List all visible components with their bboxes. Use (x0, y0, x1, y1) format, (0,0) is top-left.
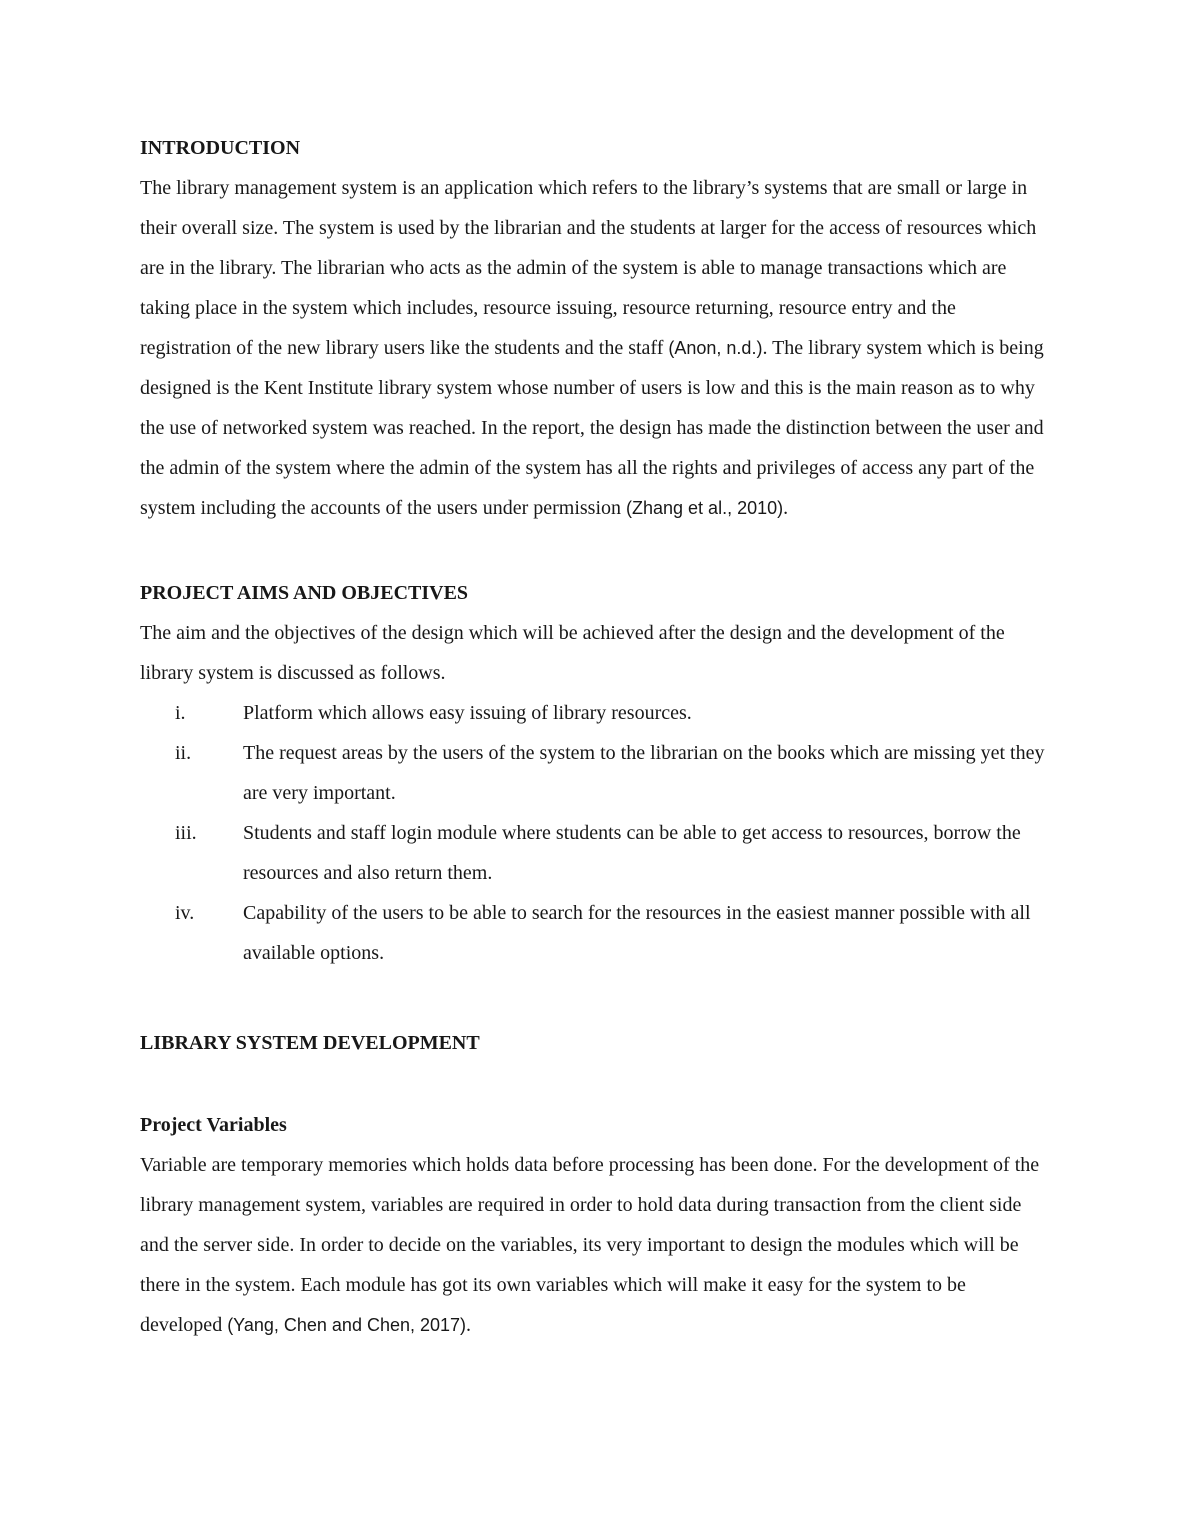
aims-lead-paragraph: The aim and the objectives of the design which will be achieved after the design and the development of the library system is discussed as follows. (140, 622, 1005, 684)
citation: (Anon, n.d.) (668, 338, 763, 358)
introduction-paragraph (140, 168, 1050, 528)
text-run: The library management system is an application which refers to the library’s systems that are small or large in their overall size. The system is used by the librarian and the students at larger for the access of resources which are in the library. The librarian who acts as the admin of the system is able to manage transactions which are taking place in the system which includes, resource issuing, resource returning, resource entry and the registration of the new library users like the students and the staff (140, 177, 1037, 359)
citation: (Zhang et al., 2010) (626, 498, 784, 518)
section-heading-introduction: INTRODUCTION (140, 137, 301, 159)
subheading-project-variables: Project Variables (140, 1114, 287, 1136)
text-run: . (466, 1314, 472, 1336)
list-item-text: The request areas by the users of the system to the librarian on the books which are missing yet they are very important. (243, 742, 1045, 804)
objectives-list (140, 693, 1050, 973)
text-run: Variable are temporary memories which holds data before processing has been done. For the development of the library management system, variables are required in order to hold data during transaction from the client side and the server side. In order to decide on the variables, its very important to design the modules which will be there in the system. Each module has got its own variables which will make it easy for the system to be developed (140, 1154, 1040, 1336)
text-run: . The library system which is being designed is the Kent Institute library system whose number of users is low and this is the main reason as to why the use of networked system was reached. In the report, the design has made the distinction between the user and the admin of the system where the admin of the system has all the rights and privileges of access any part of the system including the accounts of the users under permission (140, 337, 1044, 519)
list-marker: iii. (175, 822, 197, 844)
text-run: . (783, 497, 789, 519)
citation: (Yang, Chen and Chen, 2017) (227, 1315, 467, 1335)
list-item-text: Platform which allows easy issuing of library resources. (243, 702, 692, 724)
list-item-iv (140, 893, 1050, 973)
list-item-text: Capability of the users to be able to search for the resources in the easiest manner possible with all available options. (243, 902, 1031, 964)
section-heading-development: LIBRARY SYSTEM DEVELOPMENT (140, 1032, 480, 1054)
list-item-text: Students and staff login module where students can be able to get access to resources, borrow the resources and also return them. (243, 822, 1021, 884)
list-item-ii (140, 733, 1050, 813)
list-item-iii (140, 813, 1050, 893)
list-marker: ii. (175, 742, 192, 764)
list-marker: iv. (175, 902, 195, 924)
list-marker: i. (175, 702, 186, 724)
list-item-i (140, 693, 1050, 733)
section-heading-aims: PROJECT AIMS AND OBJECTIVES (140, 582, 469, 604)
variables-paragraph (140, 1145, 1050, 1345)
